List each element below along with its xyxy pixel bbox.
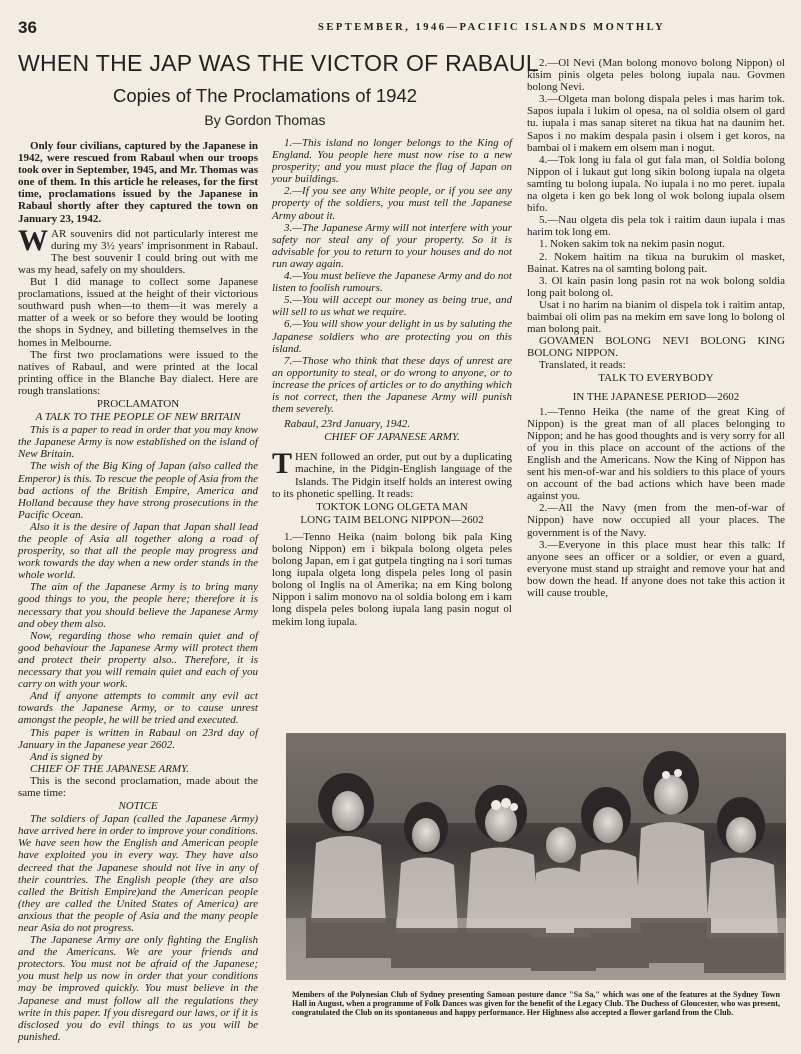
notice-item: 7.—Those who think that these days of unrest are an opportunity to steal, or do wrong to anyone, or to increase the prices of articles or to do anything which is not correct, then the Japanese Army will punish them severely. [272, 354, 512, 416]
page-number: 36 [18, 18, 37, 37]
drop-cap: T [272, 447, 293, 481]
column-1 [18, 140, 258, 1043]
pidgin-paragraph: 3.—Olgeta man bolong dispala peles i mas harim tok. Sapos iupala i lukim ol opesa, na ol soldia olsem ol gard tu. iupala i mas sanap siteret na tikua hat na daunim het. Sapos i no makim despala pasin i olsem i get koros, na bambai ol i makem em olsem man i nogut. [527, 93, 785, 154]
drop-cap: W [18, 223, 48, 257]
talk-heading: TALK TO EVERYBODY [598, 372, 714, 385]
running-head: SEPTEMBER, 1946—PACIFIC ISLANDS MONTHLY [318, 22, 666, 33]
notice-paragraph: The soldiers of Japan (called the Japanese Army) have arrived here in order to improve your conditions. We have seen how the English and American people have exploited you in every way. They have also decreed that the Japanese should not live in any of their countries. The English people (they are also called the British Empire)and the American people (they are called the United States of America) are anxious that the people of Asia and the many people near Asia do not progress. [18, 813, 258, 934]
second-proclamation-intro: This is the second proclamation, made about the same time: [18, 774, 258, 799]
article-intro: Only four civilians, captured by the Japanese in 1942, were rescued from Rabaul when our troops took over in September, 1945, and Mr. Thomas was one of them. In this article he releases, for the first time, proclamations issued by the Japanese in Rabaul shortly after they captured the town on January 23, 1942. [18, 140, 258, 225]
pidgin-item: 2. Nokem haitim na tikua na burukim ol masket, Bainat. Katres na ol samting bolong pait. [527, 250, 785, 275]
talk-subheading: IN THE JAPANESE PERIOD—2602 [572, 390, 740, 403]
notice-dated: Rabaul, 23rd January, 1942. [284, 418, 411, 431]
photo-caption: Members of the Polynesian Club of Sydney presenting Samoan posture dance "Sa Sa," which was one of the features at the Sydney Town Hall in August, when a programme of Folk Dances was given for the benefit of the Legacy Club. The Duchess of Gloucester, who was present, congratulated the Club on its spontaneous and happy performance. Her Highness also accepted a flower garland from the Club. [292, 990, 780, 1018]
notice-item: 1.—This island no longer belongs to the King of England. You people here must now rise to a new prosperity; and you must place the flag of Japan on your buildings. [272, 137, 512, 186]
byline: By Gordon Thomas [204, 112, 326, 128]
proclamation-paragraph: The wish of the Big King of Japan (also called the Emperor) is this. To rescue the people of Asia from the bad actions of the British Empire, America and Holland because they have strong prosecutions in the Pacific Ocean. [18, 460, 258, 521]
proclamation-paragraph: And if anyone attempts to commit any evil act towards the Japanese Army, or to cause unrest amongst the people, he will be tried and executed. [18, 690, 258, 727]
proclamation-signature: CHIEF OF THE JAPANESE ARMY. [30, 762, 189, 775]
column-2 [272, 137, 512, 628]
notice-item: 4.—You must believe the Japanese Army and do not listen to foolish rumours. [272, 270, 512, 295]
pidgin-paragraph: 4.—Tok long iu fala ol gut fala man, ol Soldia bolong Nippon ol i lukaut gut long sikin bolong iupala na olgeta samting tu bolong iupala. No iupala i no mo peret. iupala na olgeta i ken go bek long ol wok bolong iupala olsem bifo. [527, 153, 785, 215]
pidgin-intro: THEN followed an order, put out by a duplicating machine, in the Pidgin-English language of the Islands. The Pidgin itself holds an interest owing to its phonetic spelling. It reads: [272, 447, 512, 500]
talk-paragraph: 3.—Everyone in this place must hear this talk: If anyone sees an officer or a soldier, or even a guard, everyone must stand up straight and remove your hat and bow down the head. If anyone does not take this action it will cause trouble, [527, 538, 785, 600]
notice-item: 5.—You will accept our money as being true, and will sell to us what we require. [272, 294, 512, 319]
talk-paragraph: 2.—All the Navy (men from the men-of-war of Nippon) have now occupied all your places. The government is of the Navy. [527, 502, 785, 539]
notice-item: 3.—The Japanese Army will not interfere with your safety nor steal any of your property. So it is advisable for you to return to your houses and do not run away again. [272, 221, 512, 270]
pidgin-closing: Usat i no harim na bianim ol dispela tok i raitim antap, baimbai oli olim pas na mekim em save long lo bolong ol man bolong pait. [527, 298, 785, 336]
notice-heading: NOTICE [118, 800, 158, 813]
paragraph-1: WAR souvenirs did not particularly interest me during my 3½ years' imprisonment in Rabaul. The best souvenir I could bring out with me was my head, safely on my shoulders. [18, 223, 258, 276]
dance-photo [286, 733, 786, 980]
proclamation-subheading: A TALK TO THE PEOPLE OF NEW BRITAIN [35, 411, 241, 424]
article-title: WHEN THE JAP WAS THE VICTOR OF RABAUL [18, 50, 540, 76]
paragraph-2: But I did manage to collect some Japanese proclamations, issued at the height of their victorious southward push when—to them—it was merely a matter of a week or so before they would be looting the shops in Sydney, and billeting themselves in the homes in Melbourne. [18, 276, 258, 349]
notice-item: 2.—If you see any White people, or if you see any property of the soldiers, you must tell the Japanese Army about it. [272, 185, 512, 222]
pidgin-subheading: LONG TAIM BELONG NIPPON—2602 [300, 513, 484, 526]
pidgin-item: 1. Noken sakim tok na nekim pasin nogut. [539, 238, 726, 251]
talk-paragraph: 1.—Tenno Heika (the name of the great King of Nippon) is the great man of all places belonging to Nippon; and he has good thoughts and is very sorry for all of you in this place on account of the actions of the English and the Americans. Now the King of Nippon has sent his men-of-war and his soldiers to this place of yours on account of the bad actions which have been made against you. [527, 405, 785, 503]
proclamation-paragraph: This paper is written in Rabaul on 23rd day of January in the Japanese year 2602. [18, 726, 258, 751]
proclamation-paragraph: The aim of the Japanese Army is to bring many good things to you, the people here; therefore it is necessary that you should believe the Japanese Army and obey them also. [18, 581, 258, 630]
notice-signature: CHIEF OF JAPANESE ARMY. [324, 431, 460, 444]
notice-item: 6.—You will show your delight in us by saluting the Japanese soldiers who are protecting you on this island. [272, 318, 512, 355]
signed-by: And is signed by [30, 750, 103, 763]
paragraph-3: The first two proclamations were issued to the natives of Rabaul, and were printed at the local printing office in the Blanche Bay dialect. Here are rough translations: [18, 348, 258, 397]
pidgin-heading: TOKTOK LONG OLGETA MAN [316, 500, 468, 513]
proclamation-paragraph: Now, regarding those who remain quiet and of good behaviour the Japanese Army will protect them and protect their property also.. Therefore, it is necessary that you will remain quiet and each of you carry on with your work. [18, 629, 258, 691]
translated-note: Translated, it reads: [539, 359, 626, 372]
article-subtitle: Copies of The Proclamations of 1942 [112, 85, 418, 106]
proclamation-paragraph: Also it is the desire of Japan that Japan shall lead the people of Asia all together along a road of prosperity, so that all the people may progress and work towards the day when a new order stands in the whole world. [18, 520, 258, 582]
pidgin-paragraph: 2.—Ol Nevi (Man bolong monovo bolong Nippon) ol kisim pinis olgeta peles bolong iupala nau. Govmen bolong Nevi. [527, 57, 785, 94]
notice-paragraph: The Japanese Army are only fighting the English and the Americans. We are your friends and protectors. You must not be afraid of the Japanese; you must help us now in order that your conditions may be improved quickly. You must believe in the Japanese and must follow all the regulations they write in this paper. If you disregard our laws, or if it is disclosed you do evil things to us you will be punished. [18, 934, 258, 1043]
proclamation-heading: PROCLAMATON [96, 397, 180, 410]
column-3 [527, 57, 785, 599]
pidgin-item: 3. Ol kain pasin long pasin rot na wok bolong soldia long pait bolong ol. [527, 274, 785, 299]
pidgin-paragraph: 1.—Tenno Heika (naim bolong bik pala King bolong Nippon) em i bikpala bolong olgeta peles bolong Japan, em i gat gutpela tingting na i sori tumas long iupala olgeta long dispela peles long ol pasin bolong ol Inglis na ol Amerika; na em King bolong Nippon i salim monovo na ol soldia bolong em i kam long dispela peles bolong iupala lang pasin nogut ol mekim long iupala. [272, 530, 512, 628]
proclamation-paragraph: This is a paper to read in order that you may know the Japanese Army is now established on the island of New Britain. [18, 424, 258, 461]
pidgin-paragraph: 5.—Nau olgeta dis pela tok i raitim daun iupala i mas harim tok long em. [527, 214, 785, 239]
pidgin-signature: GOVAMEN BOLONG NEVI BOLONG KING BOLONG NIPPON. [527, 335, 785, 360]
